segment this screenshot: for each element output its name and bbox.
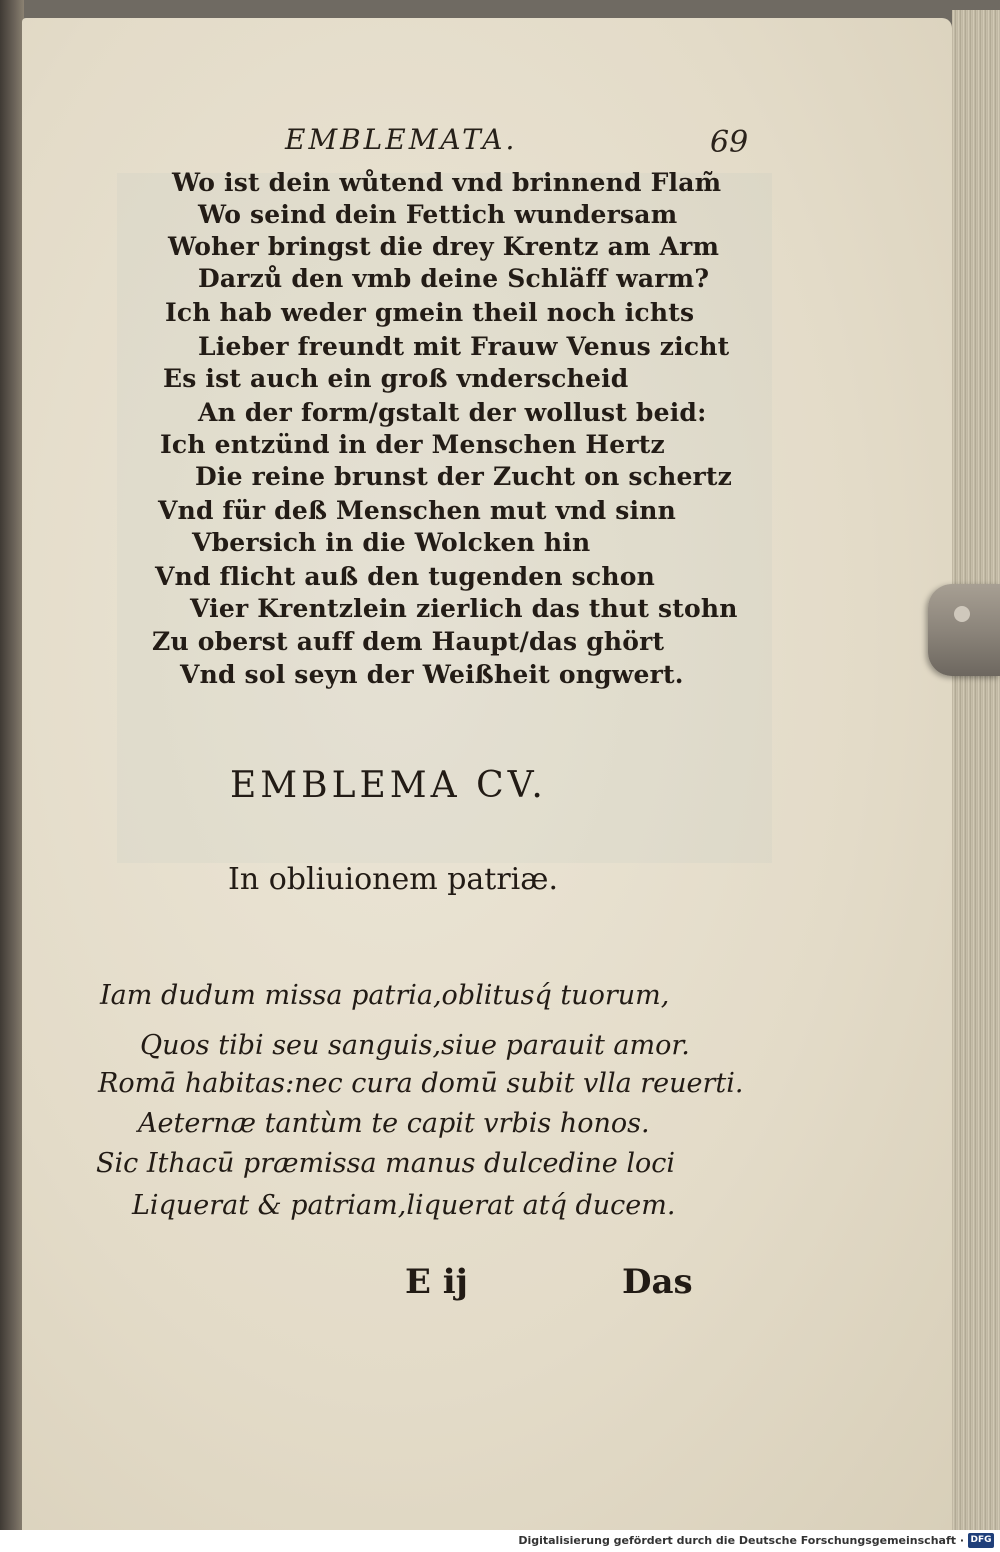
german-verse-line: Die reine brunst der Zucht on schertz bbox=[195, 462, 733, 491]
german-verse-line: Wo seind dein Fettich wundersam bbox=[198, 200, 678, 229]
latin-verse-line: Liquerat & patriam,liquerat atq́ ducem. bbox=[132, 1190, 676, 1221]
german-verse-line: Lieber freundt mit Frauw Venus zicht bbox=[198, 332, 730, 361]
german-verse-line: Wo ist dein wůtend vnd brinnend Flam̃ bbox=[172, 168, 722, 197]
german-verse-line: Vnd sol seyn der Weißheit ongwert. bbox=[180, 660, 684, 689]
emblem-motto: In obliuionem patriæ. bbox=[228, 862, 559, 897]
page-edges bbox=[952, 10, 1000, 1530]
german-verse-line: Ich hab weder gmein theil noch ichts bbox=[165, 298, 695, 327]
emblem-title: EMBLEMA CV. bbox=[230, 765, 547, 806]
latin-verse-line: Quos tibi seu sanguis,siue parauit amor. bbox=[140, 1030, 690, 1061]
book-spine bbox=[0, 0, 24, 1530]
latin-verse-line: Aeternæ tantùm te capit vrbis honos. bbox=[138, 1108, 650, 1139]
latin-verse-line: Romā habitas:nec cura domū subit vlla reuerti. bbox=[98, 1068, 744, 1099]
dfg-logo: DFG bbox=[968, 1533, 994, 1548]
latin-verse-line: Iam dudum missa patria,oblitusq́ tuorum, bbox=[100, 980, 670, 1011]
german-verse-line: Es ist auch ein groß vnderscheid bbox=[163, 364, 629, 393]
german-verse-line: Vnd flicht auß den tugenden schon bbox=[155, 562, 655, 591]
book-clasp bbox=[928, 584, 1000, 676]
catchword: Das bbox=[622, 1262, 693, 1302]
running-head: EMBLEMATA. bbox=[285, 123, 518, 156]
page-number: 69 bbox=[710, 125, 749, 160]
german-verse-line: Ich entzünd in der Menschen Hertz bbox=[160, 430, 665, 459]
german-verse-line: Vbersich in die Wolcken hin bbox=[192, 528, 591, 557]
german-verse-line: An der form/gstalt der wollust beid: bbox=[198, 398, 707, 427]
clasp-rivet bbox=[954, 606, 970, 622]
latin-verse-line: Sic Ithacū præmissa manus dulcedine loci bbox=[96, 1148, 675, 1179]
german-verse-line: Zu oberst auff dem Haupt/das ghört bbox=[152, 627, 665, 656]
signature-mark: E ij bbox=[405, 1262, 468, 1302]
german-verse-line: Darzů den vmb deine Schläff warm? bbox=[198, 264, 710, 293]
german-verse-line: Vnd für deß Menschen mut vnd sinn bbox=[158, 496, 676, 525]
footer-credit: Digitalisierung gefördert durch die Deutsche Forschungsgemeinschaft · bbox=[518, 1534, 964, 1547]
german-verse-line: Vier Krentzlein zierlich das thut stohn bbox=[190, 594, 738, 623]
german-verse-line: Woher bringst die drey Krentz am Arm bbox=[168, 232, 720, 261]
footer-bar bbox=[0, 1530, 1000, 1552]
